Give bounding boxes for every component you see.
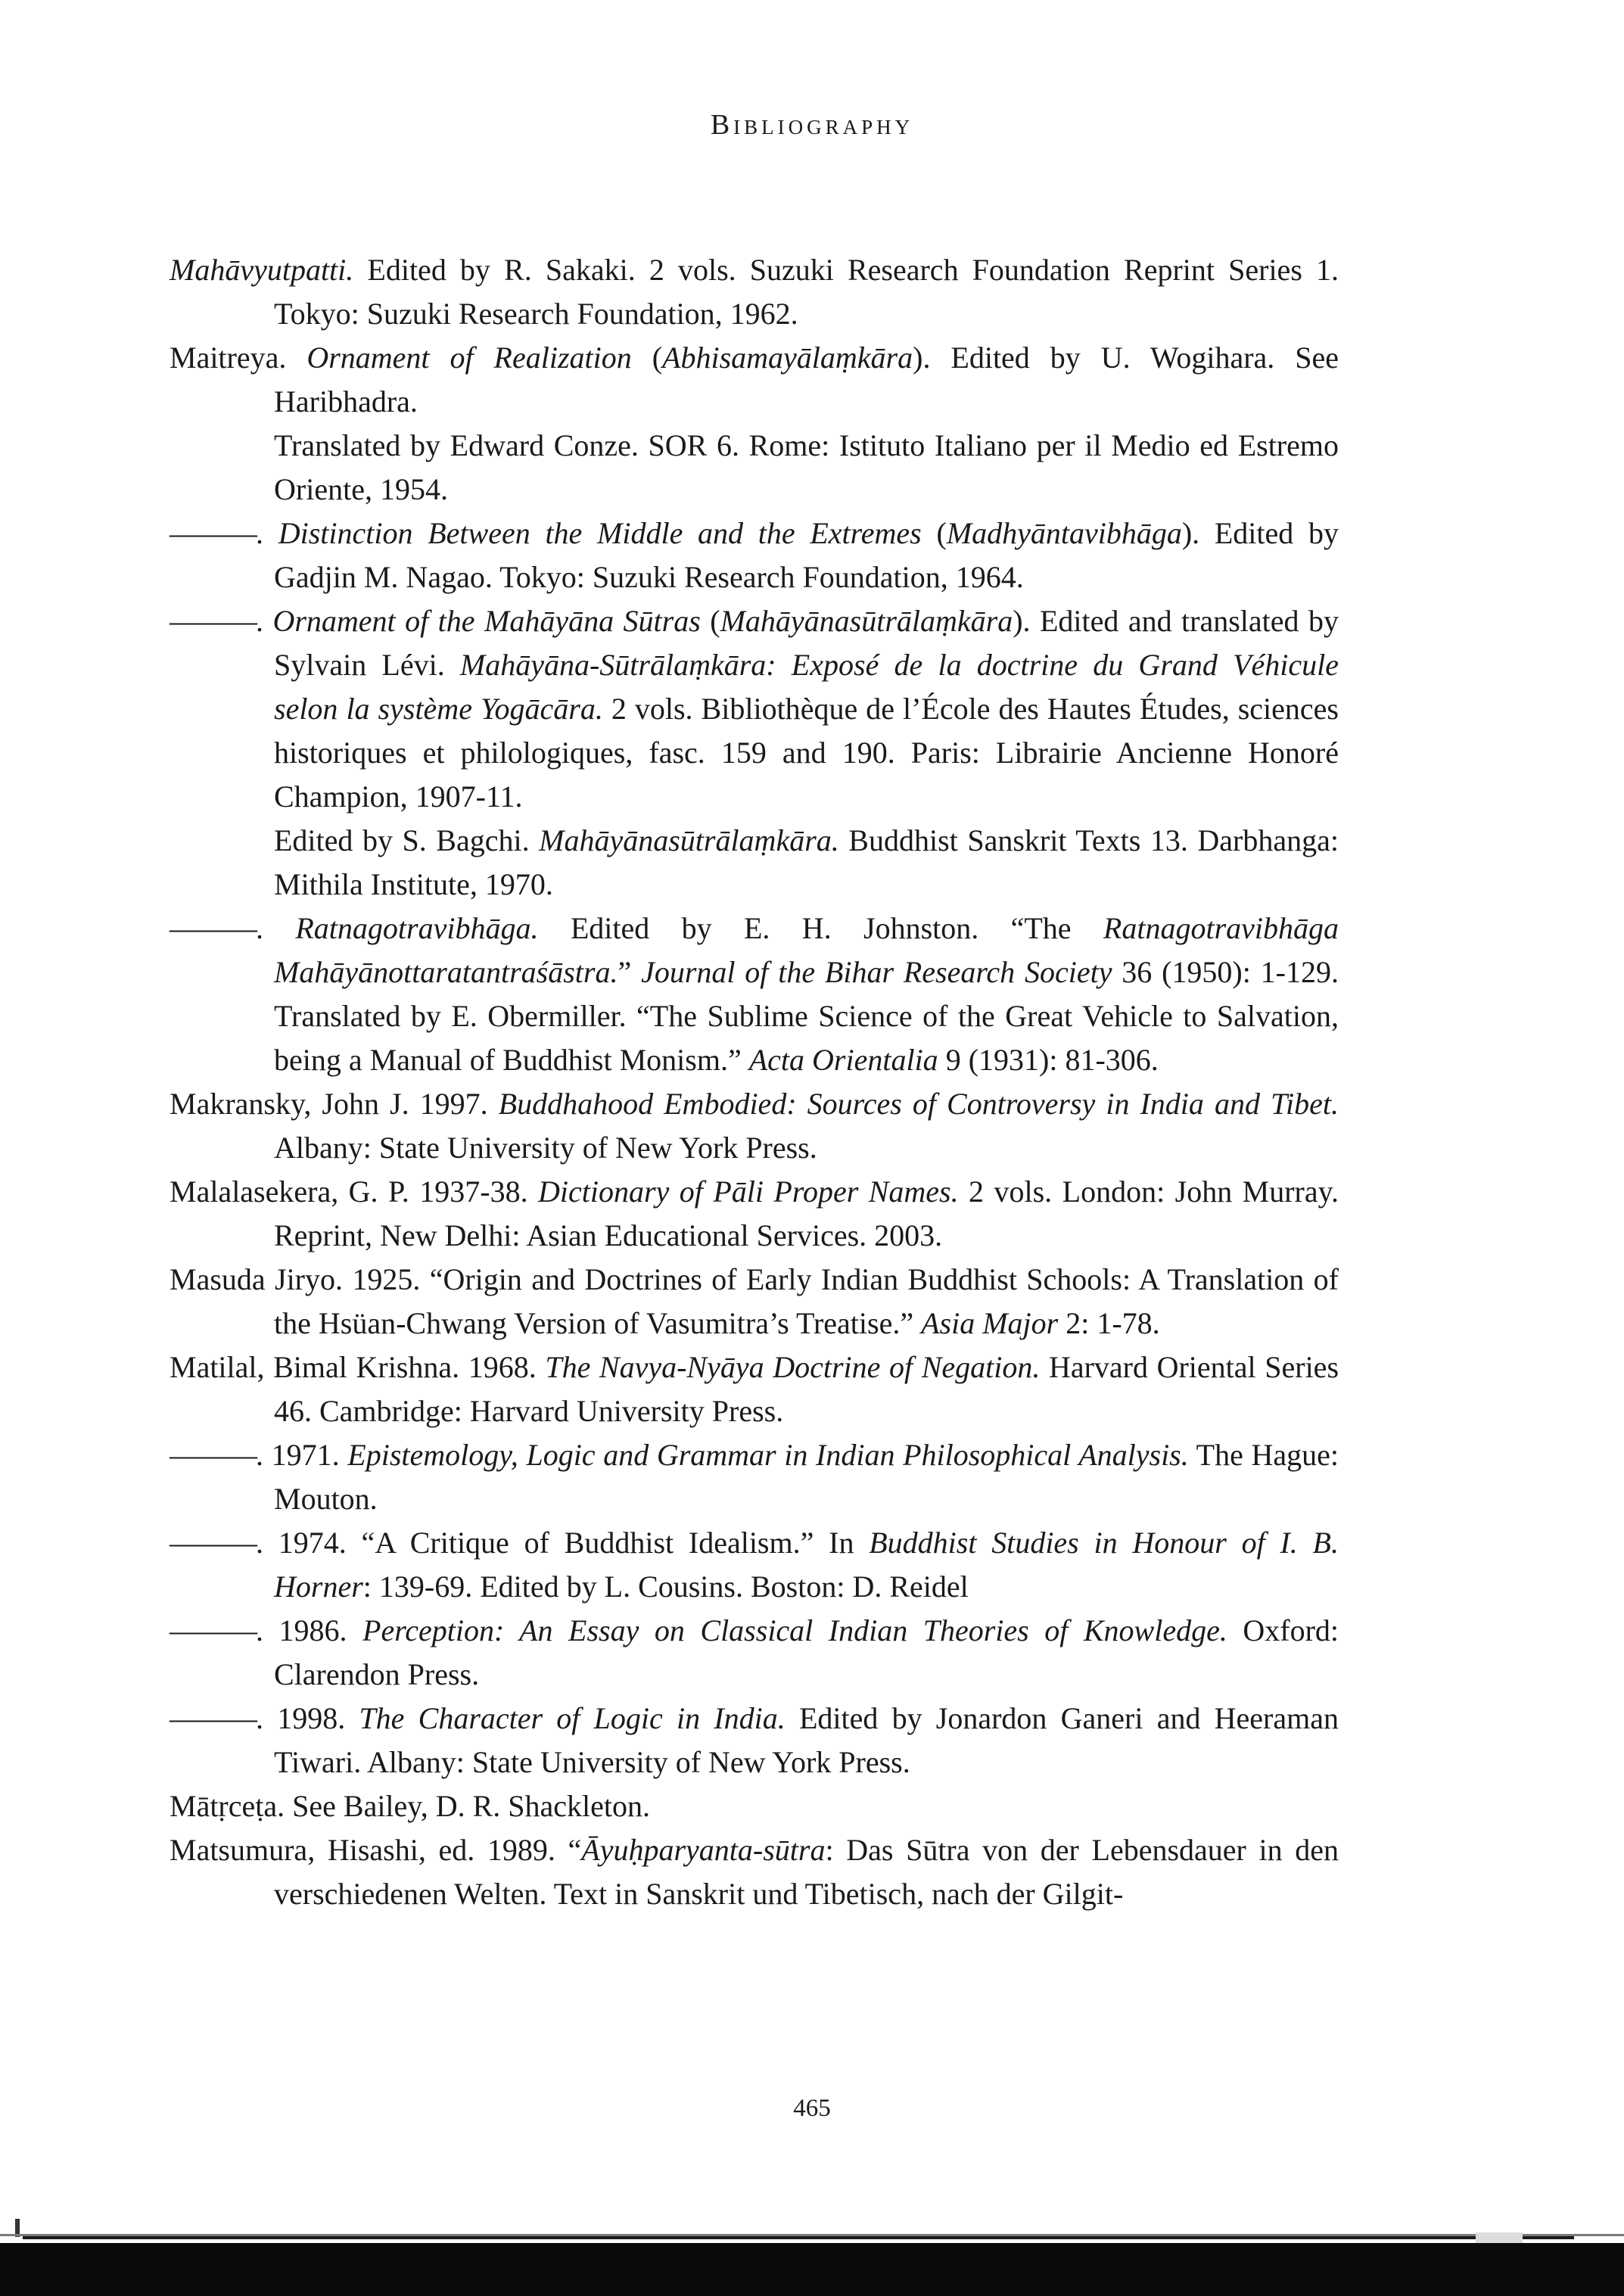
- bib-entry: Mahāvyutpatti. Edited by R. Sakaki. 2 vols. Suzuki Research Foundation Reprint Series 1. Tokyo: Suzuki Research Foundation, 1962.: [170, 253, 1339, 331]
- bib-entry: ———. Distinction Between the Middle and the Extremes (Madhyāntavibhāga). Edited by Gadjin M. Nagao. Tokyo: Suzuki Research Foundation, 1964.: [170, 516, 1339, 594]
- bib-entry: Maitreya. Ornament of Realization (Abhisamayālaṃkāra). Edited by U. Wogihara. See Haribhadra.: [170, 341, 1339, 418]
- page-number: 465: [793, 2095, 831, 2122]
- bib-entry: ———. 1971. Epistemology, Logic and Grammar in Indian Philosophical Analysis. The Hague: Mouton.: [170, 1438, 1339, 1516]
- bib-entry: Makransky, John J. 1997. Buddhahood Embodied: Sources of Controversy in India and Tibet. Albany: State University of New York Press.: [170, 1087, 1339, 1165]
- bib-entry: Mātṛceṭa. See Bailey, D. R. Shackleton.: [170, 1789, 650, 1823]
- bib-entry: Malalasekera, G. P. 1937-38. Dictionary of Pāli Proper Names. 2 vols. London: John Murray. Reprint, New Delhi: Asian Educational Services. 2003.: [170, 1174, 1339, 1252]
- bib-entry-continuation: Edited by S. Bagchi. Mahāyānasūtrālaṃkāra. Buddhist Sanskrit Texts 13. Darbhanga: Mithila Institute, 1970.: [274, 823, 1339, 901]
- bib-entry: ———. 1998. The Character of Logic in India. Edited by Jonardon Ganeri and Heeraman Tiwari. Albany: State University of New York Press.: [170, 1701, 1339, 1779]
- bib-entry: ———. Ratnagotravibhāga. Edited by E. H. Johnston. “The Ratnagotravibhāga Mahāyānottaratantraśāstra.” Journal of the Bihar Research Society 36 (1950): 1-129. Translated by E. Obermiller. “The Sublime Science of the Great Vehicle to Salvation, being a Manual of Buddhist Monism.” Acta Orientalia 9 (1931): 81-306.: [170, 911, 1339, 1077]
- bib-entry: ———. Ornament of the Mahāyāna Sūtras (Mahāyānasūtrālaṃkāra). Edited and translated by Sylvain Lévi. Mahāyāna-Sūtrālaṃkāra: Exposé de la doctrine du Grand Véhicule selon la système Yogācāra. 2 vols. Bibliothèque de l’École des Hautes Études, sciences historiques et philologiques, fasc. 159 and 190. Paris: Librairie Ancienne Honoré Champion, 1907-11.: [170, 604, 1339, 814]
- bib-entry: Matsumura, Hisashi, ed. 1989. “Āyuḥparyanta-sūtra: Das Sūtra von der Lebensdauer in den verschiedenen Welten. Text in Sanskrit und Tibetisch, nach der Gilgit-: [170, 1833, 1339, 1911]
- bib-entry: Masuda Jiryo. 1925. “Origin and Doctrines of Early Indian Buddhist Schools: A Translation of the Hsüan-Chwang Version of Vasumitra’s Treatise.” Asia Major 2: 1-78.: [170, 1262, 1339, 1340]
- bib-entry: Matilal, Bimal Krishna. 1968. The Navya-Nyāya Doctrine of Negation. Harvard Oriental Series 46. Cambridge: Harvard University Press.: [170, 1350, 1339, 1428]
- bib-entry: ———. 1974. “A Critique of Buddhist Idealism.” In Buddhist Studies in Honour of I. B. Horner: 139-69. Edited by L. Cousins. Boston: D. Reidel: [170, 1526, 1339, 1604]
- bib-entry-continuation: Translated by Edward Conze. SOR 6. Rome: Istituto Italiano per il Medio ed Estremo Oriente, 1954.: [274, 428, 1339, 506]
- scan-edge-rule: [23, 2236, 1574, 2239]
- bib-entry: ———. 1986. Perception: An Essay on Classical Indian Theories of Knowledge. Oxford: Clarendon Press.: [170, 1613, 1339, 1691]
- running-header: Bibliography: [710, 109, 914, 141]
- bibliography-list: [170, 248, 1339, 1916]
- scan-bottom-edge: [0, 2243, 1624, 2296]
